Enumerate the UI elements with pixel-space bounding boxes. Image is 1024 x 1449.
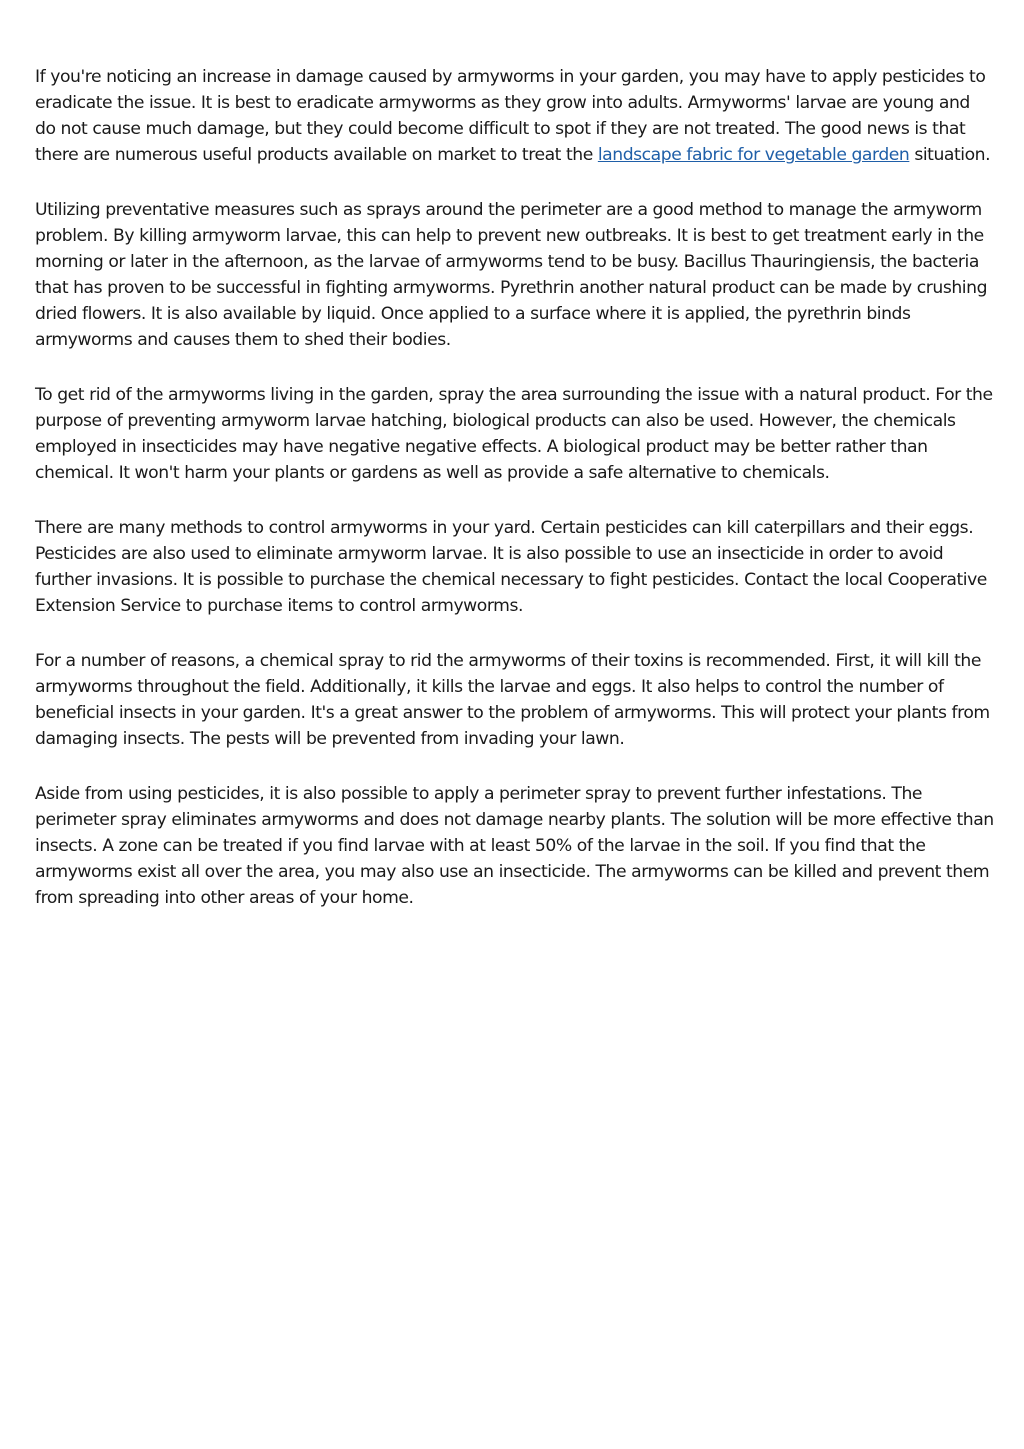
paragraph-2: Utilizing preventative measures such as sprays around the perimeter are a good method to manage the armyworm problem. By killing armyworm larvae, this can help to prevent new outbreaks. It is best to get treatment early in the morning or later in the afternoon, as the larvae of armyworms tend to be busy. Bacillus Thauringiensis, the bacteria that has proven to be successful in fighting armyworms. Pyrethrin another natural product can be made by crushing dried flowers. It is also available by liquid. Once applied to a surface where it is applied, the pyrethrin binds armyworms and causes them to shed their bodies. bbox=[35, 200, 988, 350]
document-body bbox=[35, 64, 995, 940]
landscape-fabric-link[interactable]: landscape fabric for vegetable garden bbox=[597, 145, 910, 165]
paragraph-1-text-after: situation. bbox=[909, 145, 991, 165]
paragraph-1 bbox=[35, 64, 995, 168]
paragraph-1-text-before: If you're noticing an increase in damage caused by armyworms in your garden, you may have to apply pesticides to eradicate the issue. It is best to eradicate armyworms as they grow into adults. Armyworms' larvae are young and do not cause much damage, but they could become difficult to spot if they are not treated. The good news is that there are numerous useful products available on market to treat the bbox=[35, 67, 986, 165]
paragraph-6: Aside from using pesticides, it is also possible to apply a perimeter spray to prevent further infestations. The perimeter spray eliminates armyworms and does not damage nearby plants. The solution will be more effective than insects. A zone can be treated if you find larvae with at least 50% of the larvae in the soil. If you find that the armyworms exist all over the area, you may also use an insecticide. The armyworms can be killed and prevent them from spreading into other areas of your home. bbox=[35, 784, 994, 908]
paragraph-4: There are many methods to control armyworms in your yard. Certain pesticides can kill caterpillars and their eggs. Pesticides are also used to eliminate armyworm larvae. It is also possible to use an insecticide in order to avoid further invasions. It is possible to purchase the chemical necessary to fight pesticides. Contact the local Cooperative Extension Service to purchase items to control armyworms. bbox=[35, 518, 987, 616]
paragraph-3: To get rid of the armyworms living in the garden, spray the area surrounding the issue with a natural product. For the purpose of preventing armyworm larvae hatching, biological products can also be used. However, the chemicals employed in insecticides may have negative negative effects. A biological product may be better rather than chemical. It won't harm your plants or gardens as well as provide a safe alternative to chemicals. bbox=[35, 385, 993, 483]
paragraph-5: For a number of reasons, a chemical spray to rid the armyworms of their toxins is recommended. First, it will kill the armyworms throughout the field. Additionally, it kills the larvae and eggs. It also helps to control the number of beneficial insects in your garden. It's a great answer to the problem of armyworms. This will protect your plants from damaging insects. The pests will be prevented from invading your lawn. bbox=[35, 651, 990, 749]
